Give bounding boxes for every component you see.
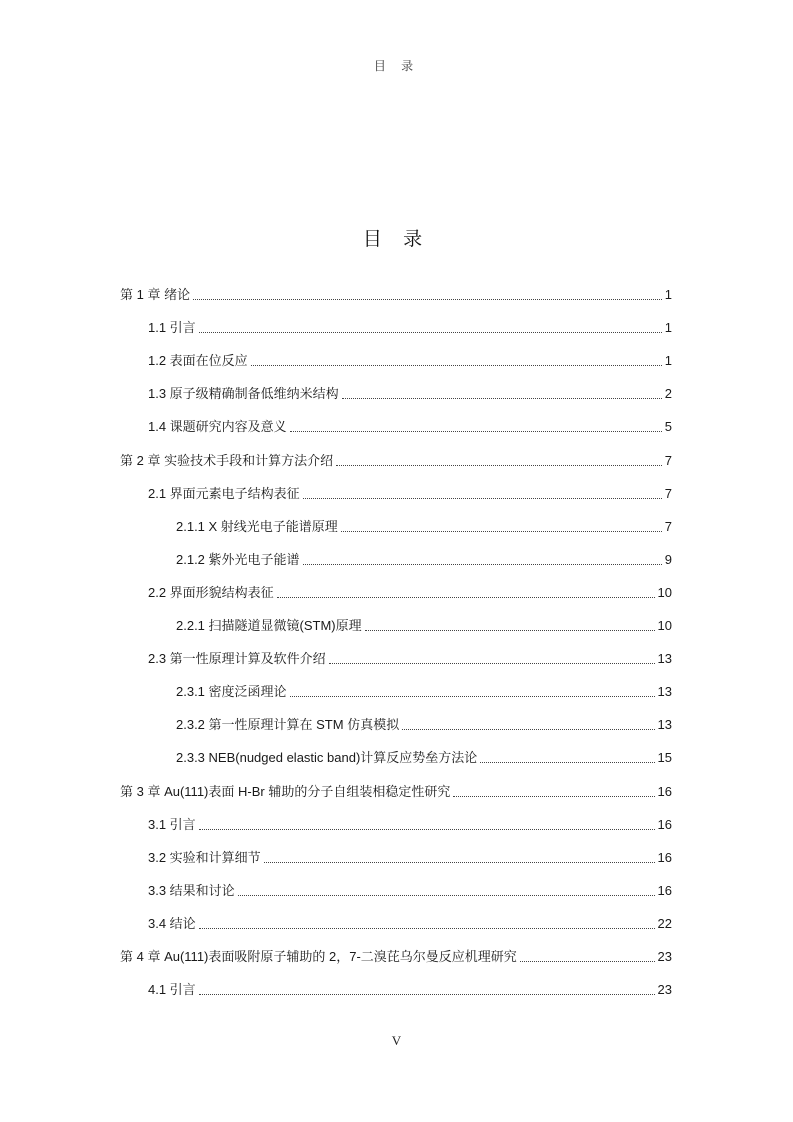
- toc-entry-page: 23: [657, 982, 672, 998]
- toc-entry[interactable]: [176, 548, 672, 570]
- toc-entry-text: 2.3.2 第一性原理计算在 STM 仿真模拟: [176, 717, 400, 733]
- toc-dot-leader: [290, 695, 655, 697]
- toc-dot-leader: [303, 563, 662, 565]
- toc-entry-page: 2: [664, 386, 672, 402]
- toc-entry-text: 2.3.3 NEB(nudged elastic band)计算反应势垒方法论: [176, 750, 478, 766]
- toc-entry[interactable]: [148, 349, 672, 371]
- toc-entry-page: 10: [657, 618, 672, 633]
- toc-entry[interactable]: [120, 945, 672, 967]
- toc-entry-text: 2.1.2 紫外光电子能谱: [176, 551, 300, 567]
- page-number: V: [391, 1033, 402, 1048]
- toc-dot-leader: [277, 596, 655, 598]
- toc-entry-text: 2.3.1 密度泛函理论: [176, 684, 287, 700]
- toc-entry[interactable]: [148, 879, 672, 901]
- toc-entry-text: 第 3 章 Au(111)表面 H-Br 辅助的分子自组装相稳定性研究: [120, 783, 451, 799]
- toc-entry-page: 16: [657, 882, 672, 898]
- toc-dot-leader: [480, 761, 654, 763]
- toc-entry[interactable]: [176, 746, 672, 768]
- toc-entry-page: 13: [657, 684, 672, 700]
- toc-entry-text: 2.1 界面元素电子结构表征: [148, 485, 300, 501]
- toc-entry[interactable]: [148, 978, 672, 1000]
- toc-entry-page: 7: [664, 452, 672, 468]
- toc-entry-text: 第 4 章 Au(111)表面吸附原子辅助的 2，7-二溴芘乌尔曼反应机理研究: [120, 949, 517, 964]
- toc-entry-page: 1: [664, 353, 672, 369]
- toc-entry[interactable]: [148, 581, 672, 603]
- toc-dot-leader: [336, 464, 662, 466]
- toc-entry-page: 10: [657, 584, 672, 600]
- toc-dot-leader: [199, 993, 655, 995]
- toc-dot-leader: [402, 728, 654, 730]
- toc-entry[interactable]: [148, 912, 672, 934]
- toc-entry-text: 1.2 表面在位反应: [148, 353, 248, 369]
- toc-entry-text: 2.3 第一性原理计算及软件介绍: [148, 651, 326, 667]
- toc-entry-page: 9: [664, 551, 672, 567]
- toc-dot-leader: [251, 364, 662, 366]
- toc-entry-page: 16: [657, 783, 672, 799]
- toc-entry-page: 13: [657, 651, 672, 667]
- toc-entry[interactable]: [148, 813, 672, 835]
- toc-entry[interactable]: [176, 680, 672, 702]
- toc-entry-text: 1.4 课题研究内容及意义: [148, 419, 287, 435]
- toc-entry-text: 1.1 引言: [148, 320, 196, 336]
- toc-entry-text: 2.1.1 X 射线光电子能谱原理: [176, 518, 338, 534]
- toc-entry-text: 第 2 章 实验技术手段和计算方法介绍: [120, 452, 334, 468]
- toc-entry[interactable]: [120, 449, 672, 471]
- toc-dot-leader: [264, 861, 655, 863]
- toc-entry[interactable]: [120, 780, 672, 802]
- toc-entry[interactable]: [148, 415, 672, 437]
- toc-entry[interactable]: [148, 382, 672, 404]
- running-header: 目 录: [373, 59, 420, 73]
- toc-dot-leader: [193, 298, 662, 300]
- toc-entry-text: 2.2 界面形貌结构表征: [148, 584, 274, 600]
- toc-title: 目 录: [362, 229, 431, 250]
- toc-entry[interactable]: [120, 283, 672, 305]
- toc-dot-leader: [238, 894, 655, 896]
- toc-entry[interactable]: [148, 316, 672, 338]
- toc-entry[interactable]: [148, 647, 672, 669]
- toc-dot-leader: [199, 927, 655, 929]
- toc-entry[interactable]: [176, 614, 672, 636]
- toc-dot-leader: [342, 397, 662, 399]
- toc-entry-page: 22: [657, 915, 672, 931]
- toc-dot-leader: [290, 430, 662, 432]
- toc-entry-page: 7: [664, 485, 672, 501]
- toc-entry-text: 3.2 实验和计算细节: [148, 849, 261, 865]
- toc-dot-leader: [453, 795, 654, 797]
- toc-entry-page: 13: [657, 717, 672, 733]
- toc-dot-leader: [329, 662, 655, 664]
- toc-dot-leader: [520, 960, 655, 962]
- toc-entry[interactable]: [176, 515, 672, 537]
- toc-entry[interactable]: [148, 482, 672, 504]
- toc-entry[interactable]: [148, 846, 672, 868]
- toc-dot-leader: [341, 530, 662, 532]
- toc-dot-leader: [199, 331, 662, 333]
- toc-entry-page: 15: [657, 750, 672, 766]
- toc-entry-page: 23: [657, 949, 672, 964]
- toc-entry[interactable]: [176, 713, 672, 735]
- toc-entry-page: 7: [664, 518, 672, 534]
- toc-entry-page: 1: [664, 287, 672, 302]
- toc-entry-page: 1: [664, 320, 672, 336]
- toc-entry-text: 第 1 章 绪论: [120, 287, 191, 302]
- toc-entry-page: 16: [657, 849, 672, 865]
- toc-entry-text: 3.1 引言: [148, 816, 196, 832]
- toc-entry-text: 1.3 原子级精确制备低维纳米结构: [148, 386, 339, 402]
- toc-entry-text: 3.3 结果和讨论: [148, 882, 235, 898]
- toc-entry-page: 16: [657, 816, 672, 832]
- toc-dot-leader: [365, 629, 655, 631]
- toc-dot-leader: [303, 497, 662, 499]
- toc-entry-text: 4.1 引言: [148, 982, 196, 998]
- toc-entry-text: 3.4 结论: [148, 915, 196, 931]
- toc-entry-page: 5: [664, 419, 672, 435]
- toc-dot-leader: [199, 828, 655, 830]
- toc-entry-text: 2.2.1 扫描隧道显微镜(STM)原理: [176, 618, 362, 633]
